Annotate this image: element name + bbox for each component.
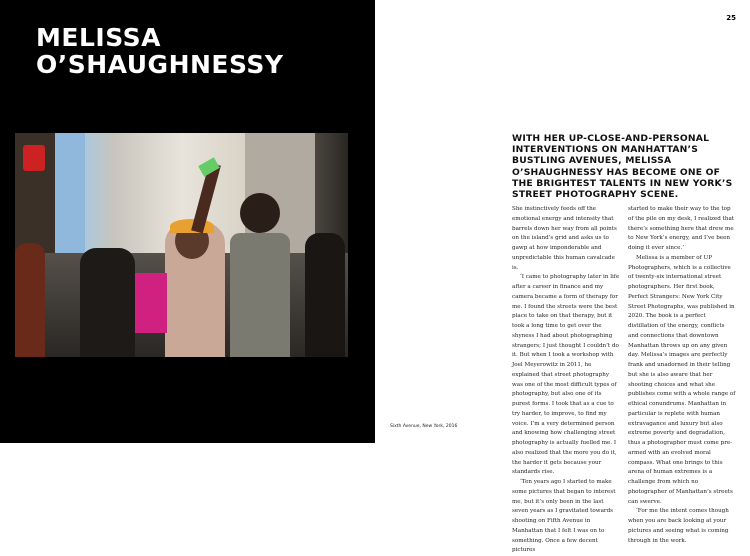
street-photograph: [15, 133, 348, 357]
paragraph: She instinctively feeds off the emotional energy and intensity that barrels down her way from all points on the island’s grid and asks us to gawp at how imponderable and unpredictable this human cavalcade is.: [512, 206, 617, 271]
paragraph: ‘I came to photography later in life after a career in finance and my camera became a form of therapy for me. I found the streets were the best place to take on that therapy, but it took a long time to get over the shyness I had about photographing strangers; I just thought I couldn’t do it. But when I took a workshop with Joel Meyerowitz in 2011, he explained that street photography was one of the most difficult types of photography, but also one of its purest forms. I took that as a cue to try harder, to improve, to find my voice. I’m a very determined person and knowing how challenging street photography is actually fuelled me. I also realized that the more you do it, the harder it gets because your standards rise.: [512, 274, 620, 476]
left-page: [0, 0, 375, 443]
paragraph: ‘For me the intent comes though when you are back looking at your pictures and seeing what is coming through in the work.: [628, 508, 729, 544]
page-number: 25: [726, 14, 736, 22]
paragraph: Melissa is a member of UP Photographers, which is a collective of twenty-six international street photographers. Her first book, Perfect Strangers: New York City Street Photographs, was published in 2020. The book is a perfect distillation of the energy, conflicts and connections that downtown Manhattan throws up on any given day. Melissa’s images are perfectly frank and unadorned in their telling but she is also aware that her shooting choices and what she publishes come with a whole range of ethical conundrums. Manhattan in particular is replete with human extravagance and luxury but also extreme poverty and degradation, thus a photographer must come pre-armed with an evolved moral compass. What one brings to this arena of human extremes is a challenge from which no photographer of Manhattan’s streets can swerve.: [628, 254, 736, 505]
title-line: O’SHAUGHNESSY: [36, 50, 284, 79]
body-column-1: [512, 205, 620, 556]
body-column-2: [628, 205, 736, 546]
paragraph: ‘Ten years ago I started to make some pictures that began to interest me, but it’s only been in the last seven years as I gravitated towards shooting on Fifth Avenue in Manhattan that I felt I was on to something. Once a few decent pictures: [512, 479, 616, 554]
title-line: MELISSA: [36, 23, 161, 52]
right-page: [375, 0, 750, 554]
article-title: [36, 24, 284, 78]
article-deck: WITH HER UP-CLOSE-AND-PERSONAL INTERVENTIONS ON MANHATTAN’S BUSTLING AVENUES, MELISSA O’SHAUGHNESSY HAS BECOME ONE OF THE BRIGHTEST TALENTS IN NEW YORK’S STREET PHOTOGRAPHY SCENE.: [512, 133, 733, 201]
paragraph: started to make their way to the top of the pile on my desk, I realized that there’s something here that drew me to New York’s energy, and I’ve been doing it ever since.’: [628, 206, 735, 251]
photo-caption: Sixth Avenue, New York, 2016: [390, 424, 458, 429]
